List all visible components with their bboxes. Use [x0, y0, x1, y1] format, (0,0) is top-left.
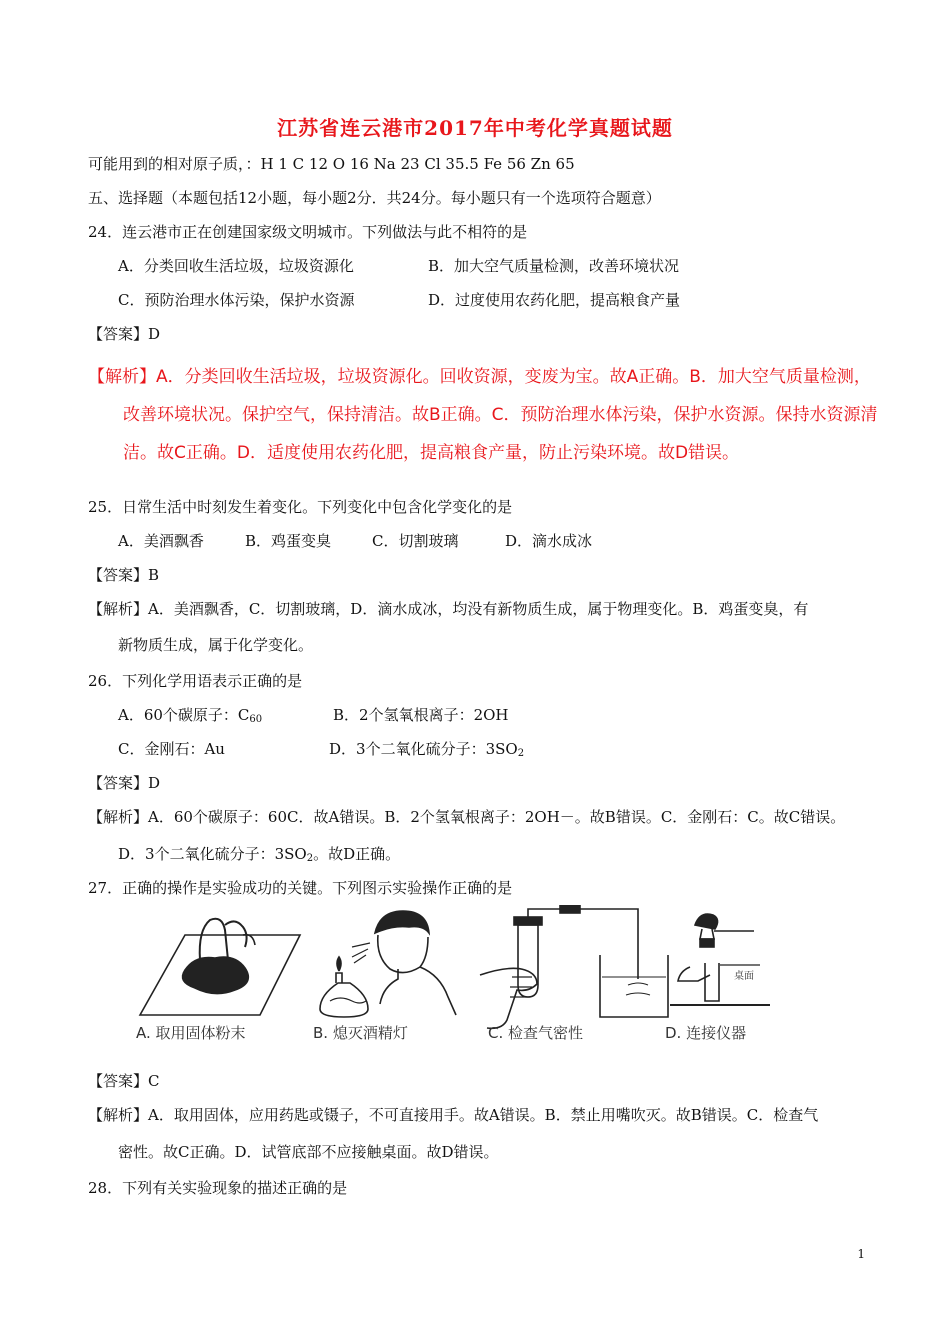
figure-b-caption: B. 熄灭酒精灯: [313, 1024, 408, 1042]
page-number: 1: [857, 1247, 865, 1261]
q27-stem: 27．正确的操作是实验成功的关键。下列图示实验操作正确的是: [88, 879, 513, 897]
figure-c-airtightness: [480, 905, 668, 1042]
q26-option-a: A．60个碳原子：$C_{60}$: [118, 706, 263, 725]
figure-b-extinguish-lamp: [313, 911, 456, 1042]
q28-stem: 28．下列有关实验现象的描述正确的是: [88, 1179, 348, 1197]
q24-option-a: A．分类回收生活垃圾，垃圾资源化: [118, 257, 354, 275]
q26-explanation-line2: D．3个二氧化硫分子：$3SO_2$。故D正确。: [118, 845, 401, 864]
figure-d-table-label: 桌面: [734, 971, 754, 982]
q25-stem: 25．日常生活中时刻发生着变化。下列变化中包含化学变化的是: [88, 498, 513, 516]
q24-explanation-line3: 洁。故C正确。D．适度使用农药化肥，提高粮食产量，防止污染环境。故D错误。: [123, 443, 740, 463]
q24-option-c: C．预防治理水体污染，保护水资源: [118, 291, 355, 309]
q26-option-c: C．金刚石：Au: [118, 740, 225, 758]
q25-option-b: B．鸡蛋变臭: [245, 532, 332, 550]
q25-explanation-line1: 【解析】A．美酒飘香，C．切割玻璃，D．滴水成冰，均没有新物质生成，属于物理变化。B．鸡蛋变臭，有: [88, 600, 809, 618]
figure-a-solid-powder: [136, 919, 300, 1042]
q25-option-a: A．美酒飘香: [118, 532, 204, 550]
q27-explanation-line1: 【解析】A．取用固体，应用药匙或镊子，不可直接用手。故A错误。B．禁止用嘴吹灭。故B错误。C．检查气: [88, 1106, 819, 1124]
q24-stem: 24．连云港市正在创建国家级文明城市。下列做法与此不相符的是: [88, 223, 528, 241]
q24-answer: 【答案】D: [88, 325, 161, 343]
q26-option-d: D．3个二氧化硫分子：$3SO_2$: [329, 740, 525, 759]
figure-d-connect-apparatus: [665, 914, 770, 1042]
q24-explanation-line1: 【解析】A．分类回收生活垃圾，垃圾资源化。回收资源，变废为宝。故A正确。B．加大空气质量检测，: [88, 367, 871, 387]
q26-stem: 26．下列化学用语表示正确的是: [88, 672, 303, 690]
section-heading: 五、选择题（本题包括12小题，每小题2分．共24分。每小题只有一个选项符合题意）: [88, 189, 661, 207]
q25-option-c: C．切割玻璃: [372, 532, 459, 550]
q24-explanation-line2: 改善环境状况。保护空气，保持清洁。故B正确。C．预防治理水体污染，保护水资源。保持水资源清: [123, 405, 878, 425]
q25-answer: 【答案】B: [88, 566, 160, 584]
q27-explanation-line2: 密性。故C正确。D．试管底部不应接触桌面。故D错误。: [118, 1143, 499, 1161]
figure-c-caption: C. 检查气密性: [488, 1024, 584, 1042]
q26-option-b: B．2个氢氧根离子：2OH: [333, 706, 509, 724]
q25-option-d: D．滴水成冰: [505, 532, 593, 550]
q25-explanation-line2: 新物质生成，属于化学变化。: [118, 636, 314, 654]
q26-answer: 【答案】D: [88, 774, 161, 792]
q26-explanation-line1: 【解析】A．60个碳原子：60C．故A错误。B．2个氢氧根离子：2OH－。故B错误。C．金刚石：C。故C错误。: [88, 808, 846, 826]
figure-d-caption: D. 连接仪器: [665, 1024, 747, 1042]
q27-answer: 【答案】C: [88, 1072, 160, 1090]
figure-a-caption: A. 取用固体粉末: [136, 1024, 246, 1042]
q24-option-b: B．加大空气质量检测，改善环境状况: [428, 257, 680, 275]
page-title: 江苏省连云港市2017年中考化学真题试题: [277, 116, 673, 140]
q24-option-d: D．过度使用农药化肥，提高粮食产量: [428, 291, 681, 309]
lab-operations-figure: [130, 905, 790, 1045]
atomic-mass-line: 可能用到的相对原子质，：H 1 C 12 O 16 Na 23 Cl 35.5 Fe 56 Zn 65: [88, 155, 575, 173]
